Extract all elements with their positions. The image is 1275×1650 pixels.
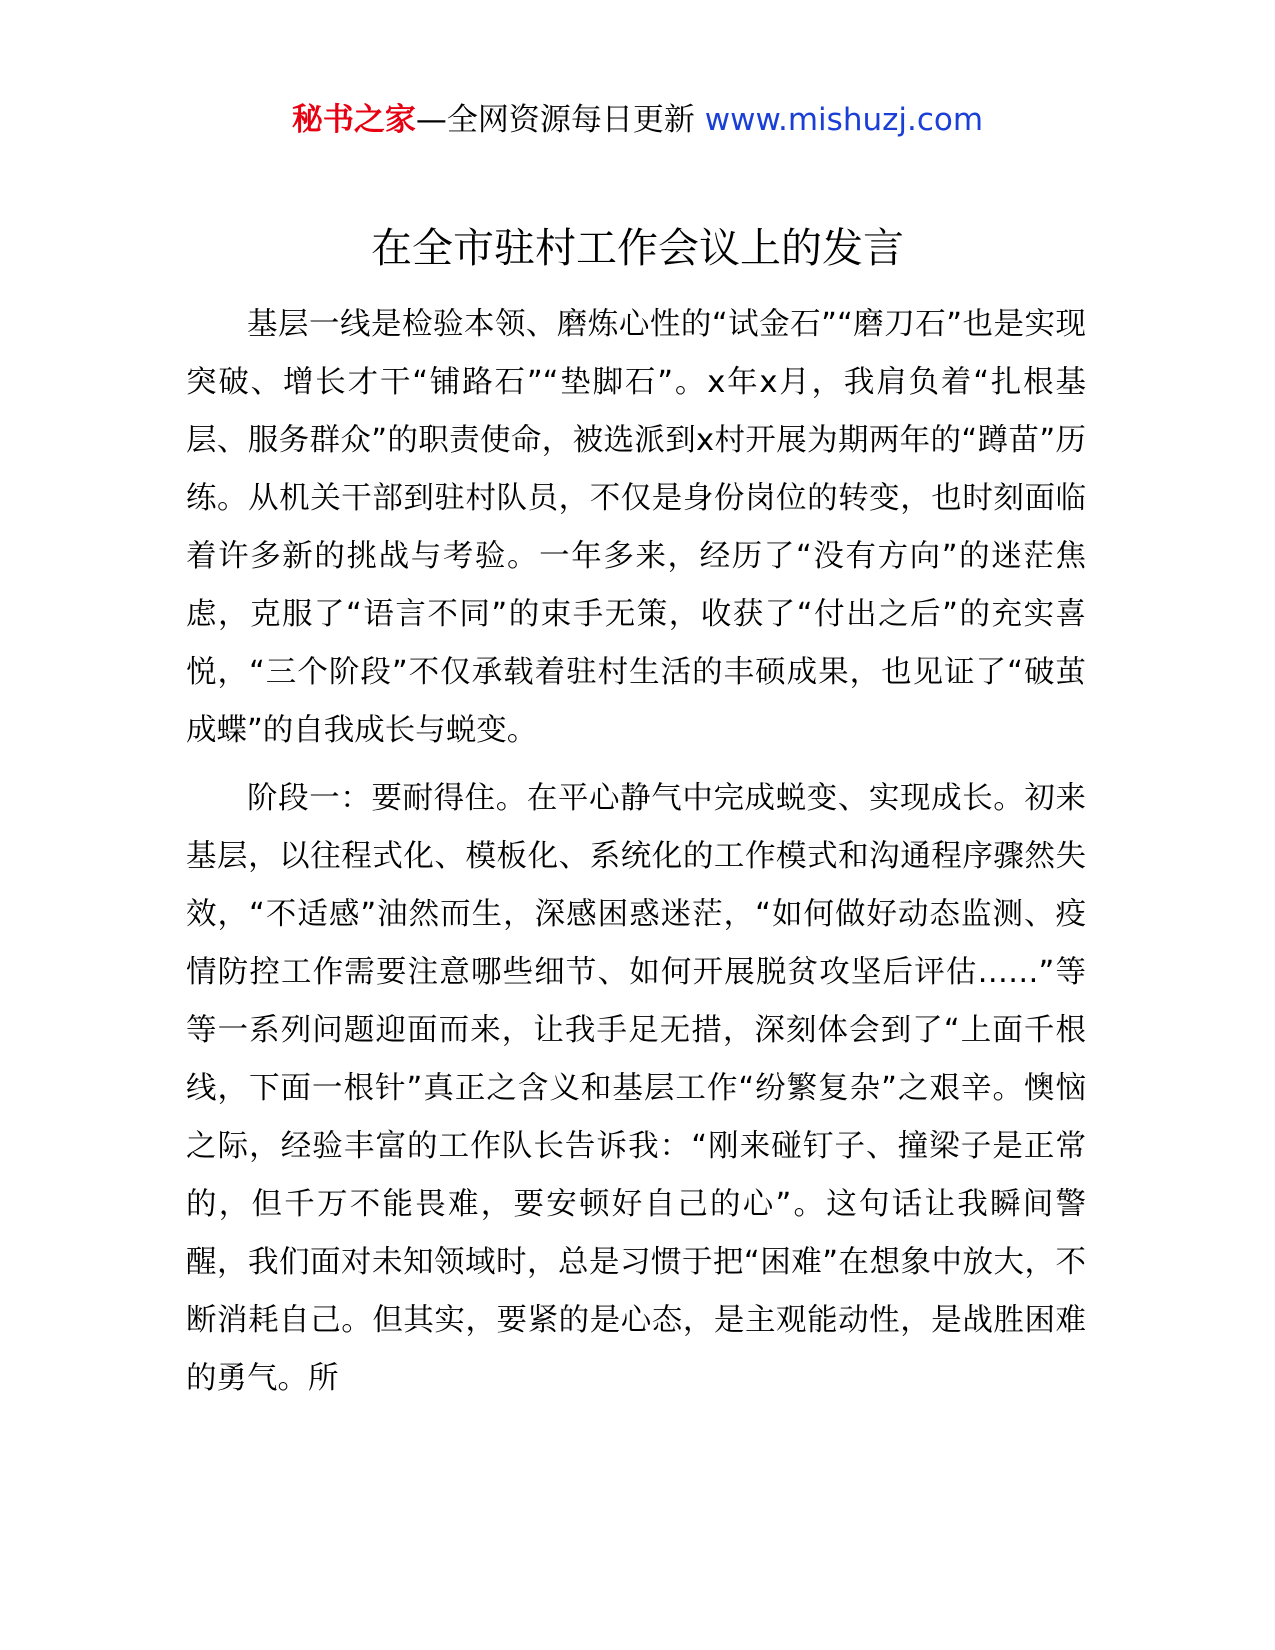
site-brand: 秘书之家 — [291, 102, 416, 138]
site-url[interactable]: www.mishuzj.com — [704, 102, 984, 138]
paragraph: 阶段一：要耐得住。在平心静气中完成蜕变、实现成长。初来基层，以往程式化、模板化、系统化的工作模式和沟通程序骤然失效，“不适感”油然而生，深感困惑迷茫，“如何做好动态监测、疫情防控工作需要注意哪些细节、如何开展脱贫攻坚后评估……”等等一系列问题迎面而来，让我手足无措，深刻体会到了“上面千根线，下面一根针”真正之含义和基层工作“纷繁复杂”之艰辛。懊恼之际，经验丰富的工作队长告诉我：“刚来碰钉子、撞梁子是正常的，但千万不能畏难，要安顿好自己的心”。这句话让我瞬间警醒，我们面对未知领域时，总是习惯于把“困难”在想象中放大，不断消耗自己。但其实，要紧的是心态，是主观能动性，是战胜困难的勇气。所 — [186, 781, 1086, 1396]
paragraph: 基层一线是检验本领、磨炼心性的“试金石”“磨刀石”也是实现突破、增长才干“铺路石”“垫脚石”。x年x月，我肩负着“扎根基层、服务群众”的职责使命，被选派到x村开展为期两年的“蹲苗”历练。从机关干部到驻村队员，不仅是身份岗位的转变，也时刻面临着许多新的挑战与考验。一年多来，经历了“没有方向”的迷茫焦虑，克服了“语言不同”的束手无策，收获了“付出之后”的充实喜悦，“三个阶段”不仅承载着驻村生活的丰硕成果，也见证了“破茧成蝶”的自我成长与蜕变。 — [186, 307, 1086, 748]
site-header — [0, 100, 1275, 140]
site-tagline: —全网资源每日更新 — [415, 102, 705, 138]
document-body — [186, 296, 1086, 1408]
document-title: 在全市驻村工作会议上的发言 — [371, 224, 904, 272]
